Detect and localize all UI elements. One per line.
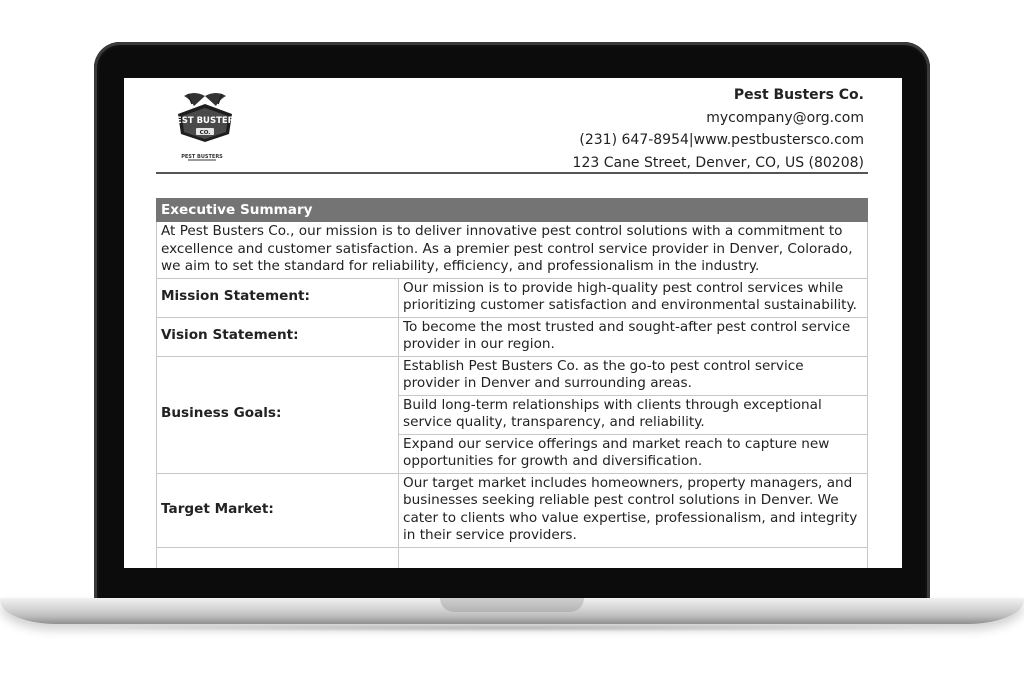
company-logo — [172, 90, 238, 162]
row-label — [157, 547, 399, 568]
company-info — [573, 84, 864, 174]
intro-text: At Pest Busters Co., our mission is to deliver innovative pest control solutions with a commitment to excellence and customer satisfaction. As a premier pest control service provider in Denver, Colorado, we aim to set the standard for reliability, efficiency, and professionalism in the industry. — [157, 222, 868, 279]
intro-row — [157, 222, 868, 279]
table-row — [157, 473, 868, 547]
company-address: 123 Cane Street, Denver, CO, US (80208) — [572, 154, 864, 171]
row-value: Our mission is to provide high-quality pest control services while prioritizing customer satisfaction and environmental sustainability. — [399, 278, 868, 317]
section-header-row — [157, 199, 868, 222]
row-label: Business Goals: — [157, 356, 399, 473]
table-row — [157, 356, 868, 395]
company-website: www.pestbustersco.com — [693, 132, 864, 148]
table-row — [157, 278, 868, 317]
laptop-notch — [440, 598, 584, 612]
svg-text:CO.: CO. — [199, 130, 211, 136]
company-email: mycompany@org.com — [706, 109, 864, 126]
header-divider — [156, 172, 868, 174]
row-label: Mission Statement: — [157, 278, 399, 317]
laptop-shadow — [60, 624, 964, 632]
table-row — [157, 317, 868, 356]
company-phone: (231) 647-8954 — [579, 132, 689, 148]
row-value: To become the most trusted and sought-after pest control service provider in our region. — [399, 317, 868, 356]
row-value: Expand our service offerings and market reach to capture new opportunities for growth and diversification. — [399, 434, 868, 473]
company-contact-line: (231) 647-8954|www.pestbustersco.com — [579, 132, 864, 148]
row-value: Establish Pest Busters Co. as the go-to pest control service provider in Denver and surrounding areas. — [399, 356, 868, 395]
svg-text:PEST BUSTERS: PEST BUSTERS — [181, 154, 223, 160]
svg-text:PEST BUSTERS: PEST BUSTERS — [172, 116, 238, 126]
executive-summary-table — [156, 198, 868, 568]
section-title: Executive Summary — [157, 199, 868, 222]
row-label: Vision Statement: — [157, 317, 399, 356]
row-value: Our target market includes homeowners, property managers, and businesses seeking reliable pest control solutions in Denver. We cater to clients who value expertise, professionalism, and integrity in their service providers. — [399, 473, 868, 547]
row-value: Build long-term relationships with clients through exceptional service quality, transparency, and reliability. — [399, 395, 868, 434]
laptop-screen — [124, 78, 902, 568]
logo-emblem-icon — [172, 90, 238, 162]
table-row-partial — [157, 547, 868, 568]
row-label: Target Market: — [157, 473, 399, 547]
company-name: Pest Busters Co. — [733, 87, 864, 103]
row-value — [399, 547, 868, 568]
